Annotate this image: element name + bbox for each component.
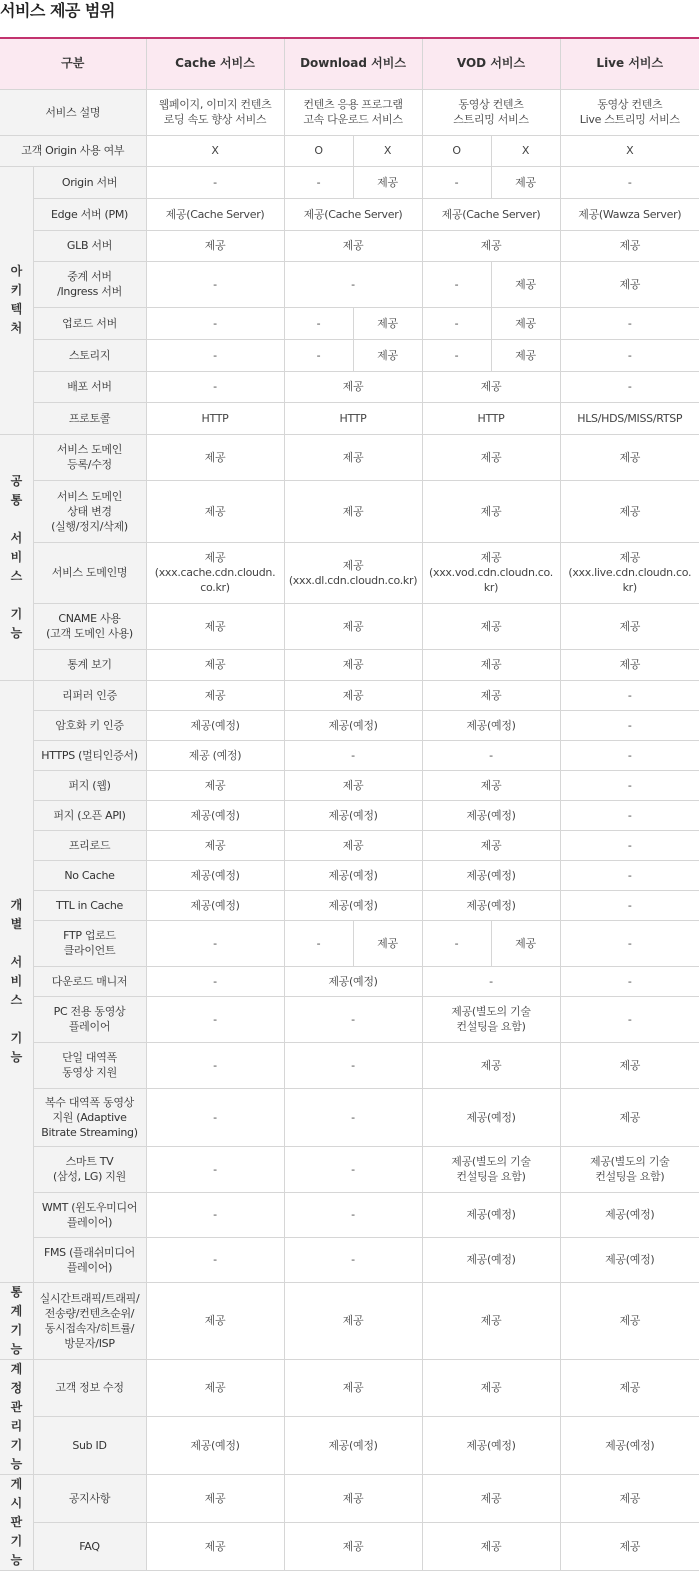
cell: HLS/HDS/MISS/RTSP bbox=[560, 402, 699, 434]
cell: - bbox=[146, 339, 284, 371]
cell: - bbox=[560, 920, 699, 966]
cell: 제공(예정) bbox=[284, 890, 422, 920]
header-cache: Cache 서비스 bbox=[146, 38, 284, 89]
cell: 제공 bbox=[422, 680, 560, 710]
cell: 제공 bbox=[560, 480, 699, 542]
cell: 동영상 컨텐츠 스트리밍 서비스 bbox=[422, 89, 560, 135]
cell: 제공 bbox=[422, 434, 560, 480]
row-label: 고객 Origin 사용 여부 bbox=[0, 135, 146, 166]
cell: X bbox=[146, 135, 284, 166]
cell: X bbox=[353, 135, 422, 166]
table-row bbox=[0, 1088, 699, 1146]
row-label: 프로토콜 bbox=[33, 402, 146, 434]
cell: 제공 (xxx.live.cdn.cloudn.co. kr) bbox=[560, 542, 699, 603]
row-label: 실시간트래픽/트래픽/ 전송량/컨텐츠순위/ 동시접속자/히트률/ 방문자/ISP bbox=[33, 1282, 146, 1359]
table-row bbox=[0, 480, 699, 542]
table-row bbox=[0, 1237, 699, 1282]
cell: - bbox=[284, 166, 353, 198]
cell: 제공 bbox=[353, 166, 422, 198]
cell: 제공 bbox=[284, 1282, 422, 1359]
cell: 제공 bbox=[146, 434, 284, 480]
cell: - bbox=[284, 996, 422, 1042]
cell: - bbox=[560, 770, 699, 800]
cell: - bbox=[146, 1146, 284, 1192]
cell: - bbox=[422, 261, 491, 307]
cell: O bbox=[284, 135, 353, 166]
row-label: 스토리지 bbox=[33, 339, 146, 371]
cell: 제공(예정) bbox=[146, 860, 284, 890]
cell: - bbox=[284, 1192, 422, 1237]
cell: - bbox=[560, 166, 699, 198]
cell: - bbox=[284, 1088, 422, 1146]
group-account: 계 정 관 리 기 능 bbox=[0, 1359, 33, 1474]
cell: 제공 bbox=[560, 1474, 699, 1522]
table-row bbox=[0, 1042, 699, 1088]
cell: - bbox=[560, 860, 699, 890]
row-label: 업로드 서버 bbox=[33, 307, 146, 339]
group-architecture: 아 키 텍 처 bbox=[0, 166, 33, 434]
cell: 제공 bbox=[491, 261, 560, 307]
row-label: 중계 서버 /Ingress 서버 bbox=[33, 261, 146, 307]
cell: - bbox=[560, 710, 699, 740]
row-label: FMS (플래쉬미디어 플레이어) bbox=[33, 1237, 146, 1282]
row-label: Edge 서버 (PM) bbox=[33, 198, 146, 230]
row-label: 스마트 TV (삼성, LG) 지원 bbox=[33, 1146, 146, 1192]
cell: 제공 (xxx.cache.cdn.cloudn. co.kr) bbox=[146, 542, 284, 603]
cell: - bbox=[560, 740, 699, 770]
cell: 제공(예정) bbox=[422, 1237, 560, 1282]
table-row bbox=[0, 1474, 699, 1522]
cell: HTTP bbox=[146, 402, 284, 434]
row-label: 공지사항 bbox=[33, 1474, 146, 1522]
row-label: 서비스 도메인명 bbox=[33, 542, 146, 603]
row-label: 퍼지 (오픈 API) bbox=[33, 800, 146, 830]
cell: 제공(별도의 기술 컨설팅을 요함) bbox=[422, 1146, 560, 1192]
group-board: 게 시 판 기 능 bbox=[0, 1474, 33, 1570]
cell: 제공 bbox=[491, 920, 560, 966]
table-row bbox=[0, 603, 699, 649]
cell: 제공(예정) bbox=[560, 1237, 699, 1282]
cell: 제공(Cache Server) bbox=[422, 198, 560, 230]
cell: - bbox=[284, 740, 422, 770]
row-label: 복수 대역폭 동영상 지원 (Adaptive Bitrate Streaming) bbox=[33, 1088, 146, 1146]
cell: 제공 bbox=[422, 480, 560, 542]
table-row bbox=[0, 740, 699, 770]
cell: 제공 bbox=[284, 1359, 422, 1417]
cell: 제공(예정) bbox=[422, 860, 560, 890]
cell: 제공(예정) bbox=[560, 1192, 699, 1237]
cell: 제공(예정) bbox=[146, 1417, 284, 1475]
cell: 제공 bbox=[353, 339, 422, 371]
cell: 제공 bbox=[284, 603, 422, 649]
cell: 제공 bbox=[284, 830, 422, 860]
row-label: FTP 업로드 클라이언트 bbox=[33, 920, 146, 966]
cell: 제공(예정) bbox=[146, 890, 284, 920]
table-row bbox=[0, 230, 699, 261]
cell: - bbox=[146, 996, 284, 1042]
cell: - bbox=[422, 339, 491, 371]
row-label: CNAME 사용 (고객 도메인 사용) bbox=[33, 603, 146, 649]
cell: 제공(Wawza Server) bbox=[560, 198, 699, 230]
table-row bbox=[0, 800, 699, 830]
cell: 웹페이지, 이미지 컨텐츠 로딩 속도 향상 서비스 bbox=[146, 89, 284, 135]
cell: 제공(예정) bbox=[422, 800, 560, 830]
row-label: 서비스 설명 bbox=[0, 89, 146, 135]
cell: 제공 bbox=[491, 339, 560, 371]
cell: 제공 bbox=[284, 434, 422, 480]
cell: - bbox=[560, 680, 699, 710]
cell: 제공(Cache Server) bbox=[146, 198, 284, 230]
page-title: 서비스 제공 범위 bbox=[0, 1, 115, 20]
row-label: PC 전용 동영상 플레이어 bbox=[33, 996, 146, 1042]
cell: - bbox=[560, 800, 699, 830]
table-row bbox=[0, 770, 699, 800]
cell: HTTP bbox=[422, 402, 560, 434]
cell: 제공 (xxx.vod.cdn.cloudn.co. kr) bbox=[422, 542, 560, 603]
cell: - bbox=[146, 1042, 284, 1088]
cell: O bbox=[422, 135, 491, 166]
cell: 제공 bbox=[560, 603, 699, 649]
table-row bbox=[0, 996, 699, 1042]
cell: 제공 bbox=[422, 1282, 560, 1359]
row-label: TTL in Cache bbox=[33, 890, 146, 920]
row-label: 암호화 키 인증 bbox=[33, 710, 146, 740]
table-row bbox=[0, 680, 699, 710]
cell: 제공(Cache Server) bbox=[284, 198, 422, 230]
row-label: 고객 정보 수정 bbox=[33, 1359, 146, 1417]
table-row bbox=[0, 966, 699, 996]
cell: 제공(예정) bbox=[146, 710, 284, 740]
header-live: Live 서비스 bbox=[560, 38, 699, 89]
cell: 제공 bbox=[146, 480, 284, 542]
cell: 제공 bbox=[560, 261, 699, 307]
table-row bbox=[0, 1146, 699, 1192]
cell: 제공 bbox=[560, 230, 699, 261]
cell: - bbox=[422, 966, 560, 996]
row-label: 통계 보기 bbox=[33, 649, 146, 680]
service-scope-table bbox=[0, 37, 699, 1571]
cell: 제공 bbox=[284, 680, 422, 710]
cell: 제공(예정) bbox=[146, 800, 284, 830]
cell: - bbox=[284, 920, 353, 966]
cell: 제공 (예정) bbox=[146, 740, 284, 770]
table-row bbox=[0, 261, 699, 307]
cell: 제공(예정) bbox=[422, 890, 560, 920]
cell: 제공 bbox=[560, 1282, 699, 1359]
row-label: FAQ bbox=[33, 1522, 146, 1570]
cell: 제공 bbox=[560, 1522, 699, 1570]
table-row bbox=[0, 1522, 699, 1570]
header-row bbox=[0, 38, 699, 89]
cell: - bbox=[146, 1237, 284, 1282]
row-label: 단일 대역폭 동영상 지원 bbox=[33, 1042, 146, 1088]
table-row bbox=[0, 307, 699, 339]
cell: 제공 bbox=[146, 770, 284, 800]
row-label: 배포 서버 bbox=[33, 371, 146, 402]
cell: 제공 bbox=[560, 434, 699, 480]
cell: 제공(예정) bbox=[422, 1417, 560, 1475]
cell: 제공(예정) bbox=[284, 860, 422, 890]
row-label: 서비스 도메인 등록/수정 bbox=[33, 434, 146, 480]
cell: 제공 bbox=[353, 920, 422, 966]
cell: X bbox=[491, 135, 560, 166]
cell: 제공(예정) bbox=[284, 710, 422, 740]
cell: - bbox=[560, 371, 699, 402]
cell: 제공 bbox=[422, 770, 560, 800]
cell: - bbox=[284, 1146, 422, 1192]
table-row bbox=[0, 542, 699, 603]
row-label: Origin 서버 bbox=[33, 166, 146, 198]
cell: 제공 bbox=[422, 230, 560, 261]
row-label: 리퍼러 인증 bbox=[33, 680, 146, 710]
cell: 제공 bbox=[560, 1359, 699, 1417]
cell: - bbox=[284, 339, 353, 371]
row-label: 프리로드 bbox=[33, 830, 146, 860]
cell: 제공 bbox=[422, 1522, 560, 1570]
cell: 제공 bbox=[146, 1474, 284, 1522]
cell: - bbox=[284, 1042, 422, 1088]
table-row bbox=[0, 920, 699, 966]
cell: - bbox=[284, 307, 353, 339]
cell: - bbox=[422, 166, 491, 198]
cell: 제공 bbox=[422, 830, 560, 860]
table-row bbox=[0, 649, 699, 680]
cell: - bbox=[560, 830, 699, 860]
cell: 제공 bbox=[284, 1522, 422, 1570]
cell: 제공 bbox=[422, 1359, 560, 1417]
cell: 제공(예정) bbox=[284, 800, 422, 830]
table-row bbox=[0, 710, 699, 740]
cell: 제공 bbox=[560, 1088, 699, 1146]
cell: 제공(예정) bbox=[284, 1417, 422, 1475]
cell: - bbox=[146, 1088, 284, 1146]
cell: 제공 bbox=[284, 371, 422, 402]
cell: 제공 (xxx.dl.cdn.cloudn.co.kr) bbox=[284, 542, 422, 603]
cell: 제공 bbox=[284, 1474, 422, 1522]
table-row bbox=[0, 371, 699, 402]
cell: - bbox=[146, 307, 284, 339]
cell: 제공(예정) bbox=[284, 966, 422, 996]
row-label: 다운로드 매니저 bbox=[33, 966, 146, 996]
cell: 제공(예정) bbox=[560, 1417, 699, 1475]
table-row bbox=[0, 166, 699, 198]
row-label: WMT (윈도우미디어 플레이어) bbox=[33, 1192, 146, 1237]
cell: 제공 bbox=[560, 1042, 699, 1088]
cell: - bbox=[284, 1237, 422, 1282]
cell: 제공 bbox=[422, 649, 560, 680]
cell: - bbox=[146, 920, 284, 966]
cell: 제공 bbox=[146, 230, 284, 261]
header-vod: VOD 서비스 bbox=[422, 38, 560, 89]
cell: - bbox=[146, 166, 284, 198]
table-row bbox=[0, 89, 699, 135]
row-label: No Cache bbox=[33, 860, 146, 890]
cell: 제공 bbox=[491, 307, 560, 339]
group-common: 공 통 서 비 스 기 능 bbox=[0, 434, 33, 680]
cell: - bbox=[422, 920, 491, 966]
cell: 제공 bbox=[146, 1359, 284, 1417]
table-row bbox=[0, 1282, 699, 1359]
table-row bbox=[0, 830, 699, 860]
table-row bbox=[0, 1359, 699, 1417]
cell: 제공 bbox=[146, 1282, 284, 1359]
table-row bbox=[0, 890, 699, 920]
cell: 제공(예정) bbox=[422, 710, 560, 740]
table-row bbox=[0, 860, 699, 890]
table-row bbox=[0, 198, 699, 230]
cell: 제공(별도의 기술 컨설팅을 요함) bbox=[422, 996, 560, 1042]
row-label: 서비스 도메인 상태 변경 (실행/정지/삭제) bbox=[33, 480, 146, 542]
table-row bbox=[0, 135, 699, 166]
header-download: Download 서비스 bbox=[284, 38, 422, 89]
cell: 컨텐츠 응용 프로그램 고속 다운로드 서비스 bbox=[284, 89, 422, 135]
cell: - bbox=[146, 371, 284, 402]
cell: 제공 bbox=[146, 1522, 284, 1570]
cell: 제공 bbox=[146, 830, 284, 860]
cell: - bbox=[422, 740, 560, 770]
header-category: 구분 bbox=[0, 38, 146, 89]
cell: - bbox=[146, 966, 284, 996]
cell: 제공(예정) bbox=[422, 1192, 560, 1237]
cell: 제공 bbox=[284, 770, 422, 800]
table-row bbox=[0, 1192, 699, 1237]
cell: - bbox=[146, 261, 284, 307]
table-row bbox=[0, 434, 699, 480]
cell: - bbox=[560, 307, 699, 339]
cell: 제공 bbox=[422, 603, 560, 649]
cell: 제공(예정) bbox=[422, 1088, 560, 1146]
group-stats: 통 계 기 능 bbox=[0, 1282, 33, 1359]
cell: 제공 bbox=[422, 371, 560, 402]
cell: 제공 bbox=[146, 603, 284, 649]
cell: 제공 bbox=[146, 649, 284, 680]
cell: 제공 bbox=[284, 649, 422, 680]
cell: 제공 bbox=[560, 649, 699, 680]
row-label: 퍼지 (웹) bbox=[33, 770, 146, 800]
cell: - bbox=[284, 261, 422, 307]
row-label: Sub ID bbox=[33, 1417, 146, 1475]
table-row bbox=[0, 339, 699, 371]
cell: 동영상 컨텐츠 Live 스트리밍 서비스 bbox=[560, 89, 699, 135]
group-individual: 개 별 서 비 스 기 능 bbox=[0, 680, 33, 1282]
cell: 제공 bbox=[422, 1474, 560, 1522]
table-row bbox=[0, 402, 699, 434]
cell: 제공 bbox=[284, 480, 422, 542]
cell: 제공(별도의 기술 컨설팅을 요함) bbox=[560, 1146, 699, 1192]
cell: 제공 bbox=[491, 166, 560, 198]
cell: - bbox=[560, 339, 699, 371]
cell: - bbox=[560, 996, 699, 1042]
cell: - bbox=[560, 966, 699, 996]
cell: 제공 bbox=[422, 1042, 560, 1088]
cell: X bbox=[560, 135, 699, 166]
table-row bbox=[0, 1417, 699, 1475]
cell: - bbox=[146, 1192, 284, 1237]
cell: 제공 bbox=[353, 307, 422, 339]
cell: - bbox=[422, 307, 491, 339]
cell: 제공 bbox=[284, 230, 422, 261]
cell: HTTP bbox=[284, 402, 422, 434]
row-label: GLB 서버 bbox=[33, 230, 146, 261]
cell: - bbox=[560, 890, 699, 920]
row-label: HTTPS (멀티인증서) bbox=[33, 740, 146, 770]
cell: 제공 bbox=[146, 680, 284, 710]
